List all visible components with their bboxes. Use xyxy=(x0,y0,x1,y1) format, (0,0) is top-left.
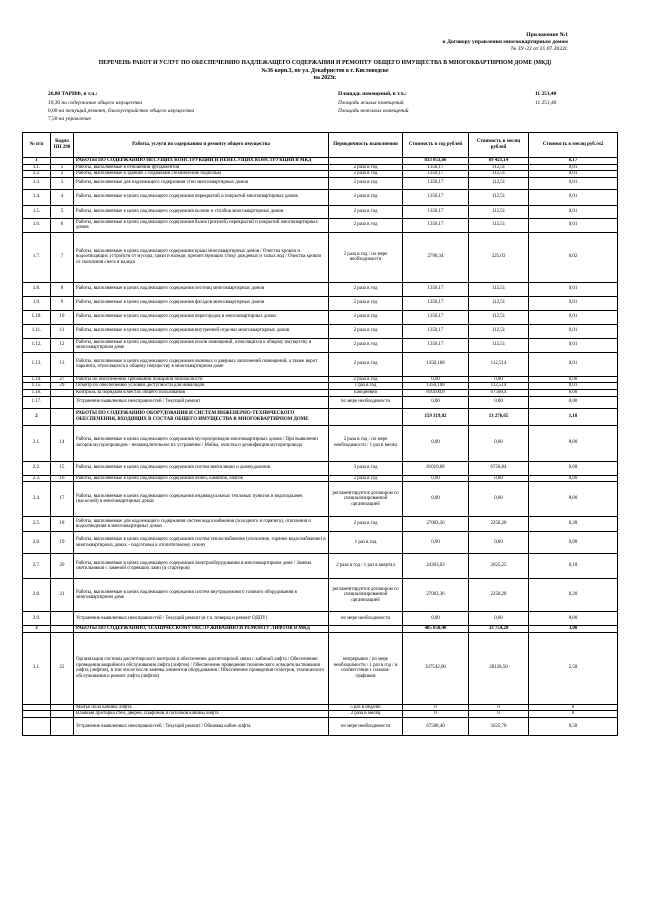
table-row xyxy=(23,324,618,338)
table-cell: 0,01 xyxy=(529,189,618,205)
table-cell: Ежедневно xyxy=(329,389,403,396)
table-cell: 0,01 xyxy=(529,383,618,390)
table-cell: 0 xyxy=(469,704,529,711)
table-cell: 810100,8 xyxy=(403,389,469,396)
table-cell: 0,00 xyxy=(529,376,618,383)
title-line-2: №36 корп.3, по ул. Декабристов в г. Кисловодске xyxy=(261,67,389,74)
table-cell: 0,00 xyxy=(403,376,469,383)
table-cell: 6750,84 xyxy=(469,461,529,475)
table-cell: 27003,36 xyxy=(403,517,469,532)
table-cell: 112,51 xyxy=(469,324,529,338)
col-header: Стоимость в месяц руб./м2 xyxy=(529,133,618,158)
table-cell: 2.1. xyxy=(23,425,51,461)
table-cell: 16 xyxy=(51,475,74,482)
table-cell: 0,01 xyxy=(529,205,618,218)
table-cell: 1350,17 xyxy=(403,177,469,189)
table-cell: 1350,17 xyxy=(403,296,469,310)
table-cell: 0,00 xyxy=(403,482,469,517)
table-cell: 13 276,65 xyxy=(469,408,529,425)
table-cell: Работы, выполняемые в целях надлежащего содержания печей, каминов, очагов xyxy=(74,475,329,482)
table-row xyxy=(23,205,618,218)
table-cell: 2250,28 xyxy=(469,579,529,612)
section-row xyxy=(23,158,618,165)
table-cell: 2 раза в год xyxy=(329,205,403,218)
contract-label: к Договору управления многоквартирным домом xyxy=(442,39,568,45)
table-cell: 0,00 xyxy=(469,425,529,461)
table-cell: Устранение выявленных неисправностей / Текущий ремонт (в т.ч. поверка и ремонт ОДПУ) xyxy=(74,612,329,626)
table-cell: 0,01 xyxy=(529,171,618,178)
table-cell: 0,01 xyxy=(529,218,618,232)
table-row xyxy=(23,554,618,579)
table-cell: 0,00 xyxy=(403,396,469,408)
title-line-1: ПЕРЕЧЕНЬ РАБОТ И УСЛУГ ПО ОБЕСПЕЧЕНИЮ НАДЛЕЖАЩЕГО СОДЕРЖАНИЯ И РЕМОНТУ ОБЩЕГО ИМУЩЕСТВА В МНОГОКВАРТИРНОМ ДОМЕ (МКД) xyxy=(98,60,552,66)
table-cell: 2 раза в год / по мере необходимости xyxy=(329,232,403,282)
table-cell: 0,01 xyxy=(529,282,618,296)
table-cell: 112,51 xyxy=(469,310,529,324)
table-cell: регламентируется договором со специализированной организацией xyxy=(329,482,403,517)
table-cell: 2 раза в год xyxy=(329,324,403,338)
table-cell: 337542,00 xyxy=(403,632,469,704)
table-cell: 1.16. xyxy=(23,389,51,396)
table-cell: 0,01 xyxy=(529,352,618,376)
table-cell: 112,51 xyxy=(469,282,529,296)
table-cell: 29 xyxy=(51,383,74,390)
table-cell: 2 раза в год xyxy=(329,218,403,232)
table-cell: 2 раза в год xyxy=(329,376,403,383)
table-cell: 2 раза в год xyxy=(329,352,403,376)
tariff-label: 26,80 ТАРИФ, в т.ч.: xyxy=(48,91,98,97)
area-value: 11 251,40 xyxy=(535,91,557,97)
table-cell: 833 053,66 xyxy=(403,158,469,165)
table-cell: 0 xyxy=(529,711,618,718)
table-cell: 0 xyxy=(469,711,529,718)
table-cell: 21 xyxy=(51,579,74,612)
table-row xyxy=(23,352,618,376)
table-cell: 20 xyxy=(51,554,74,579)
table-cell: Работы, выполняемые в целях надлежащего содержания полов помещений, относящихся к общему имуществу в многоквартирном доме xyxy=(74,338,329,352)
table-cell: 0,01 xyxy=(529,324,618,338)
table-cell: Работы, выполняемые в целях надлежащего содержания балок (ригелей) перекрытий и покрытий многоквартирных домов xyxy=(74,218,329,232)
table-cell xyxy=(51,158,74,165)
table-header-row xyxy=(23,133,618,158)
table-cell: 2 раза в год xyxy=(329,475,403,482)
table-cell: Работы по обеспечению требований пожарной безопасности xyxy=(74,376,329,383)
table-cell: 112,514 xyxy=(469,383,529,390)
table-cell: 2 раза в год xyxy=(329,338,403,352)
table-cell: непрерывно / по мере необходимости / 1 раз в год / в соответствии с планом-графиком xyxy=(329,632,403,704)
table-cell: 2 раза в год / 1 раз в квартал xyxy=(329,554,403,579)
table-cell: 2.8. xyxy=(23,579,51,612)
table-cell: 2 раза в год xyxy=(329,296,403,310)
table-cell: 1.10. xyxy=(23,310,51,324)
table-cell: 10 xyxy=(51,310,74,324)
table-cell: 2 xyxy=(51,171,74,178)
table-cell: 112,51 xyxy=(469,296,529,310)
table-cell: 1 раз в год xyxy=(329,383,403,390)
table-cell: по мере необходимости xyxy=(329,717,403,735)
table-cell: 7 xyxy=(51,232,74,282)
section-row xyxy=(23,408,618,425)
table-cell: 2 раза в год xyxy=(329,310,403,324)
table-cell: 6,17 xyxy=(529,158,618,165)
table-cell xyxy=(23,711,51,718)
table-cell: 0 xyxy=(529,704,618,711)
table-cell: 1.1. xyxy=(23,164,51,171)
table-cell: Работы, выполняемые в целях надлежащего содержания оконных и дверных заполнений помещений, а также ворот паркинга, относящихся к общему имуществу в многоквартирном доме xyxy=(74,352,329,376)
table-cell: 1 раз в год xyxy=(329,532,403,554)
table-cell: 1.15. xyxy=(23,383,51,390)
table-cell: Работы, выполняемые в целях надлежащего содержания систем вентиляции и дымоудаления xyxy=(74,461,329,475)
table-cell: Работы, выполняемые в целях надлежащего содержания электрооборудования в многоквартирном доме / Замена светильников с заменой сгоревших ламп (и стартеров) xyxy=(74,554,329,579)
table-cell: 3.1. xyxy=(23,632,51,704)
table-cell: 2 xyxy=(23,408,51,425)
table-cell: 1350,17 xyxy=(403,171,469,178)
table-cell: Работы, выполняемые в целях надлежащего содержания крыш многоквартирных домов / Очистка кровли и водоотводящих устройств от мусора, грязи и наледи, препятствующих стоку дождевых и талых вод / Очистка кровли от скопления снега и наледи xyxy=(74,232,329,282)
table-cell: 0,01 xyxy=(529,164,618,171)
table-cell: Устранение выявленных неисправностей / Текущий ремонт xyxy=(74,396,329,408)
table-cell: РАБОТЫ ПО СОДЕРЖАНИЮ ОБОРУДОВАНИЯ И СИСТЕМ ИНЖЕНЕРНО-ТЕХНИЧЕСКОГО ОБЕСПЕЧЕНИЯ, ВХОДЯЩИХ В СОСТАВ ОБЩЕГО ИМУЩЕСТВА В МНОГОКВАРТИРНОМ ДОМЕ xyxy=(74,408,329,425)
table-cell: 0,00 xyxy=(529,482,618,517)
table-cell: Осмотр по обеспечению условий доступности для инвалидов xyxy=(74,383,329,390)
table-cell: 1.3. xyxy=(23,177,51,189)
table-cell: 2 раза в год xyxy=(329,189,403,205)
table-cell: 1350,17 xyxy=(403,189,469,205)
table-cell: 0,00 xyxy=(469,612,529,626)
table-cell: 1,18 xyxy=(529,408,618,425)
table-row xyxy=(23,218,618,232)
table-cell: 112,51 xyxy=(469,338,529,352)
table-cell: 1350,168 xyxy=(403,383,469,390)
table-cell: 1.8. xyxy=(23,282,51,296)
table-cell: 0,01 xyxy=(529,296,618,310)
table-row xyxy=(23,282,618,296)
table-cell: Работы, выполняемые в отношении фундаментов xyxy=(74,164,329,171)
table-cell: 1350,17 xyxy=(403,324,469,338)
table-cell: 0,01 xyxy=(529,310,618,324)
table-cell: регламентируется договором со специализированной организацией xyxy=(329,579,403,612)
table-cell: 112,514 xyxy=(469,352,529,376)
tariff-repair-value: 0,00 xyxy=(48,108,58,114)
table-row xyxy=(23,232,618,282)
table-row xyxy=(23,461,618,475)
table-cell: РАБОТЫ ПО СОДЕРЖАНИЮ НЕСУЩИХ КОНСТРУКЦИЙ И НЕНЕСУЩИХ КОНСТРУКЦИЙ В МКД xyxy=(74,158,329,165)
table-cell: Мытье пола кабины лифта xyxy=(74,704,329,711)
table-cell xyxy=(329,626,403,633)
table-cell: 14 xyxy=(51,425,74,461)
table-row xyxy=(23,612,618,626)
col-header: Стоимость в месяц рублей xyxy=(469,133,529,158)
table-cell: 11 xyxy=(51,324,74,338)
table-cell: 33 754,20 xyxy=(469,626,529,633)
table-cell: Работы, выполняемые в целях надлежащего содержания внутренней отделки многоквартирных домов xyxy=(74,324,329,338)
appendix-label: Приложение №1 xyxy=(526,32,568,38)
table-cell: 3 раза в год xyxy=(329,461,403,475)
title-line-3: на 2023г. xyxy=(313,75,337,81)
table-cell xyxy=(51,408,74,425)
table-cell: 6 xyxy=(51,218,74,232)
table-cell: 0,00 xyxy=(469,482,529,517)
table-cell: 2,50 xyxy=(529,632,618,704)
table-cell: 4 xyxy=(51,189,74,205)
table-cell: 0,00 xyxy=(403,475,469,482)
table-cell: 2.4. xyxy=(23,482,51,517)
table-cell: 2.3. xyxy=(23,475,51,482)
table-cell: 1.13. xyxy=(23,352,51,376)
table-cell xyxy=(51,711,74,718)
col-header: Кодпо ПП 290 xyxy=(51,133,74,158)
table-cell: Работы, выполняемые в зданиях с подвалами (технические подполья) xyxy=(74,171,329,178)
table-cell: 2700,34 xyxy=(403,232,469,282)
table-cell: 0,00 xyxy=(469,475,529,482)
table-cell xyxy=(329,158,403,165)
table-cell: Работы, выполняемые в целях надлежащего содержания индивидуальных тепловых пунктов и водоподкачек (насосной) в многоквартирных домах xyxy=(74,482,329,517)
table-cell: 1 xyxy=(23,158,51,165)
table-cell: 8 xyxy=(51,282,74,296)
table-cell: 67508,40 xyxy=(403,717,469,735)
living-area-label: Площадь жилых помещений xyxy=(338,100,404,106)
table-cell: 5625,70 xyxy=(469,717,529,735)
table-cell: 0,20 xyxy=(529,579,618,612)
table-cell: 24303,02 xyxy=(403,554,469,579)
contract-number: № ЗУ-22 от 21.07.2022г. xyxy=(510,46,568,52)
table-row xyxy=(23,704,618,711)
nonliving-area-label: Площадь нежилых помещений xyxy=(338,108,409,114)
living-area-value: 11 251,40 xyxy=(535,100,557,106)
table-cell: Работы, выполняемые в целях надлежащего содержания систем теплоснабжения (отопление, горячее водоснабжение) в многоквартирных домах - подготовка к отопительному сезону xyxy=(74,532,329,554)
table-cell xyxy=(51,626,74,633)
table-cell: 2 раза в год xyxy=(329,171,403,178)
table-cell: 2 раза в год xyxy=(329,177,403,189)
table-cell: 2 раза в год xyxy=(329,517,403,532)
table-cell: 67508,4 xyxy=(469,389,529,396)
table-cell: 1.6. xyxy=(23,218,51,232)
table-cell: 0,20 xyxy=(529,517,618,532)
table-cell: 2.2. xyxy=(23,461,51,475)
table-cell: 2 раза в месяц xyxy=(329,711,403,718)
table-cell xyxy=(51,396,74,408)
table-cell: 1.4. xyxy=(23,189,51,205)
table-cell: 0,00 xyxy=(403,532,469,554)
tariff-maintenance-label: на содержание общего имущества xyxy=(61,100,143,106)
table-row xyxy=(23,579,618,612)
table-cell: 1350,168 xyxy=(403,352,469,376)
table-cell: Устранение выявленных неисправностей / Текущий ремонт / Обшивка кабин лифта xyxy=(74,717,329,735)
table-row xyxy=(23,383,618,390)
table-cell: 0,00 xyxy=(529,532,618,554)
table-cell: 0,00 xyxy=(529,396,618,408)
table-cell: Работы, выполняемые в целях надлежащего содержания колонн и столбов многоквартирных домов xyxy=(74,205,329,218)
table-cell: 0,01 xyxy=(529,177,618,189)
table-cell: 15 xyxy=(51,461,74,475)
tariff-repair-label: на текущий ремонт, благоустройство общего имущества xyxy=(58,108,195,114)
col-header: № п/п xyxy=(23,133,51,158)
table-row xyxy=(23,296,618,310)
table-row xyxy=(23,711,618,718)
table-cell: 112,51 xyxy=(469,205,529,218)
table-cell: 2.9. xyxy=(23,612,51,626)
table-cell: 0,00 xyxy=(529,612,618,626)
table-cell: 1350,17 xyxy=(403,310,469,324)
table-cell: 3,00 xyxy=(529,626,618,633)
table-cell: 0,00 xyxy=(529,475,618,482)
table-cell: 1.9. xyxy=(23,296,51,310)
table-cell: 1.7. xyxy=(23,232,51,282)
table-cell: 0,00 xyxy=(403,425,469,461)
table-cell: 1350,17 xyxy=(403,205,469,218)
table-cell: 159 319,82 xyxy=(403,408,469,425)
table-cell: 3 xyxy=(23,626,51,633)
table-cell: 13 xyxy=(51,352,74,376)
table-cell: 112,51 xyxy=(469,189,529,205)
table-cell: 5 xyxy=(51,205,74,218)
table-row xyxy=(23,396,618,408)
table-cell: РАБОТЫ ПО СОДЕРЖАНИЮ, ТЕХНИЧЕСКОМУ ОБСЛУЖИВАНИЮ И РЕМОНТУ ЛИФТОВ В МКД xyxy=(74,626,329,633)
table-row xyxy=(23,177,618,189)
table-cell: 112,51 xyxy=(469,164,529,171)
table-cell: 1350,17 xyxy=(403,282,469,296)
table-cell: 1.2. xyxy=(23,171,51,178)
table-cell: 1.12. xyxy=(23,338,51,352)
table-cell: Работы, выполняемые в целях надлежащего содержания перекрытий и покрытий многоквартирных домов xyxy=(74,189,329,205)
table-row xyxy=(23,717,618,735)
table-cell: 0,60 xyxy=(529,461,618,475)
table-cell: 112,51 xyxy=(469,171,529,178)
table-cell: 0,00 xyxy=(469,376,529,383)
table-cell: 2.7. xyxy=(23,554,51,579)
table-cell: Работы, выполняемые для надлежащего содержания систем водоснабжения (холодного и горячего), отопления и водоотведения в многоквартирных домах xyxy=(74,517,329,532)
table-cell: 225,03 xyxy=(469,232,529,282)
table-row xyxy=(23,171,618,178)
table-row xyxy=(23,632,618,704)
table-row xyxy=(23,189,618,205)
table-cell: 1.5. xyxy=(23,205,51,218)
table-row xyxy=(23,517,618,532)
table-cell: Работы, выполняемые для надлежащего содержания стен многоквартирных домов xyxy=(74,177,329,189)
table-row xyxy=(23,475,618,482)
table-cell xyxy=(23,704,51,711)
document-title xyxy=(0,60,650,83)
table-cell: 0,18 xyxy=(529,554,618,579)
table-row xyxy=(23,310,618,324)
table-cell: Организация системы диспетчерского контроля и обеспечение диспетчерской связи с кабиной лифта / Обеспечение проведения аварийного обслуживания лифта (лифтов) / Обеспечение проведения технического освидетельствования лифта (лифтов), в том числе после замены элементов оборудования / Обеспечение проведения осмотров, технического обслуживания и ремонт лифта (лифтов) xyxy=(74,632,329,704)
table-cell: 69 421,14 xyxy=(469,158,529,165)
table-cell: 2 раза в год / по мере необходимости / 1 раз в месяц xyxy=(329,425,403,461)
table-cell: по мере необходимости xyxy=(329,396,403,408)
table-cell: 9 xyxy=(51,296,74,310)
table-cell: Работы, выполняемые в целях надлежащего содержания лестниц многоквартирных домов xyxy=(74,282,329,296)
tariff-management-value: 7,50 xyxy=(48,116,58,122)
table-cell: 22 xyxy=(51,632,74,704)
table-cell: 17 xyxy=(51,482,74,517)
table-cell: по мере необходимости xyxy=(329,612,403,626)
table-cell: 1350,17 xyxy=(403,338,469,352)
table-row xyxy=(23,532,618,554)
table-cell: Контроль за порядком в местах общего пользования xyxy=(74,389,329,396)
section-row xyxy=(23,626,618,633)
table-cell: 1.17. xyxy=(23,396,51,408)
table-cell: 2250,28 xyxy=(469,517,529,532)
table-cell: 12 xyxy=(51,338,74,352)
table-cell: 2 раза в год xyxy=(329,164,403,171)
table-cell: 18 xyxy=(51,517,74,532)
table-cell: 1350,17 xyxy=(403,164,469,171)
table-row xyxy=(23,376,618,383)
table-cell: 5 раз в неделю xyxy=(329,704,403,711)
table-cell: 19 xyxy=(51,532,74,554)
table-cell: 1.14. xyxy=(23,376,51,383)
table-cell xyxy=(51,612,74,626)
col-header: Периодичность выполнения xyxy=(329,133,403,158)
table-cell: 0,01 xyxy=(529,338,618,352)
table-cell: 0,00 xyxy=(469,532,529,554)
table-row xyxy=(23,425,618,461)
table-row xyxy=(23,482,618,517)
table-cell: 1350,17 xyxy=(403,218,469,232)
table-cell: 0,02 xyxy=(529,232,618,282)
table-cell: 2 раза в год xyxy=(329,282,403,296)
table-cell: 0 xyxy=(403,711,469,718)
table-cell: 0,50 xyxy=(529,717,618,735)
table-cell xyxy=(51,389,74,396)
table-cell: Работы, выполняемые в целях надлежащего содержания перегородок в многоквартирных домах xyxy=(74,310,329,324)
table-cell: 0,00 xyxy=(469,396,529,408)
table-cell: 27003,36 xyxy=(403,579,469,612)
table-cell: 2.6. xyxy=(23,532,51,554)
table-cell: 112,51 xyxy=(469,218,529,232)
table-cell xyxy=(51,704,74,711)
table-cell: 0,00 xyxy=(529,425,618,461)
col-header: Стоимость в год рублей xyxy=(403,133,469,158)
table-cell xyxy=(51,717,74,735)
table-cell: 28128,50 xyxy=(469,632,529,704)
tariff-management-label: на управление xyxy=(58,116,91,122)
table-cell: 0,00 xyxy=(403,612,469,626)
col-header: Работы, услуги по содержанию и ремонту общего имущества xyxy=(74,133,329,158)
table-cell: 27 xyxy=(51,376,74,383)
table-cell: 1.11. xyxy=(23,324,51,338)
works-table xyxy=(22,132,618,736)
table-cell xyxy=(23,717,51,735)
table-cell: 2025,25 xyxy=(469,554,529,579)
table-cell: Влажная протирка стен, дверей, плафонов и потолков кабины лифта xyxy=(74,711,329,718)
table-cell: 6,00 xyxy=(529,389,618,396)
table-cell: 112,51 xyxy=(469,177,529,189)
table-cell: 3 xyxy=(51,177,74,189)
tariff-maintenance-value: 19,30 xyxy=(48,100,61,106)
table-cell: Работы, выполняемые в целях надлежащего содержания мусоропроводов многоквартирных домов / При выявлении засоров мусоропроводов - незамедлительное их устранение / Мойка, очистка и дезинфекция мусоропровода xyxy=(74,425,329,461)
table-row xyxy=(23,338,618,352)
table-cell: 405 050,40 xyxy=(403,626,469,633)
table-cell: 2.5. xyxy=(23,517,51,532)
table-cell: 0 xyxy=(403,704,469,711)
table-row xyxy=(23,389,618,396)
table-cell: 1 xyxy=(51,164,74,171)
table-cell xyxy=(329,408,403,425)
table-cell: 81010,08 xyxy=(403,461,469,475)
table-row xyxy=(23,164,618,171)
area-label: Площадь помещений, в т.ч.: xyxy=(338,91,407,97)
table-cell: Работы, выполняемые в целях надлежащего содержания систем внутридомового газового оборудования в многоквартирном доме xyxy=(74,579,329,612)
table-cell: Работы, выполняемые в целях надлежащего содержания фасадов многоквартирных домов xyxy=(74,296,329,310)
